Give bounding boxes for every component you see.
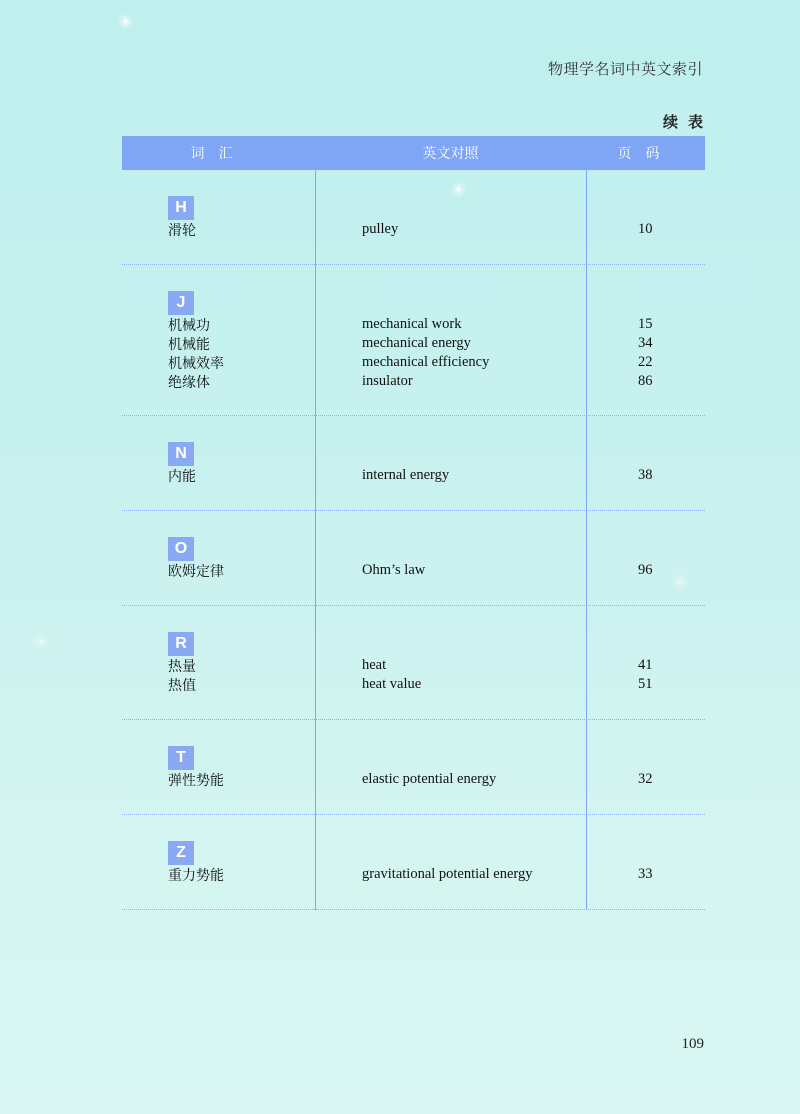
term-cell: 热量 bbox=[168, 658, 196, 675]
english-cell: internal energy bbox=[362, 467, 450, 483]
table-row bbox=[122, 561, 705, 580]
letter-group bbox=[122, 170, 705, 265]
table-body bbox=[122, 170, 705, 910]
page-cell: 22 bbox=[638, 354, 653, 370]
page-cell: 41 bbox=[638, 657, 653, 673]
english-cell: heat value bbox=[362, 676, 422, 692]
letter-badge: H bbox=[168, 196, 194, 220]
letter-group bbox=[122, 265, 705, 416]
english-cell: mechanical efficiency bbox=[362, 354, 490, 370]
english-cell: mechanical energy bbox=[362, 335, 471, 351]
term-cell: 机械效率 bbox=[168, 355, 224, 372]
table-row bbox=[122, 372, 705, 391]
page-cell: 51 bbox=[638, 676, 653, 692]
page-cell: 10 bbox=[638, 221, 653, 237]
english-cell: heat bbox=[362, 657, 387, 673]
term-cell: 重力势能 bbox=[168, 867, 224, 884]
term-cell: 机械能 bbox=[168, 336, 210, 353]
header-term: 词汇 bbox=[190, 146, 247, 162]
letter-badge: R bbox=[168, 632, 194, 656]
table-row bbox=[122, 656, 705, 675]
table-row bbox=[122, 353, 705, 372]
table-row bbox=[122, 865, 705, 884]
table-row bbox=[122, 315, 705, 334]
english-cell: mechanical work bbox=[362, 316, 462, 332]
english-cell: insulator bbox=[362, 373, 413, 389]
term-cell: 热值 bbox=[168, 677, 196, 694]
running-head: 物理学名词中英文索引 bbox=[547, 60, 703, 78]
page-cell: 96 bbox=[638, 562, 653, 578]
sparkle-decoration bbox=[124, 20, 127, 23]
letter-group bbox=[122, 416, 705, 511]
term-cell: 机械功 bbox=[168, 317, 210, 334]
letter-badge: T bbox=[168, 746, 194, 770]
letter-badge: O bbox=[168, 537, 194, 561]
english-cell: Ohm’s law bbox=[362, 562, 426, 578]
letter-badge: Z bbox=[168, 841, 194, 865]
table-row bbox=[122, 220, 705, 239]
letter-badge: N bbox=[168, 442, 194, 466]
term-cell: 滑轮 bbox=[168, 222, 196, 239]
table-row bbox=[122, 675, 705, 694]
letter-group bbox=[122, 720, 705, 815]
sparkle-decoration bbox=[40, 640, 43, 643]
english-cell: gravitational potential energy bbox=[362, 866, 533, 882]
letter-group bbox=[122, 815, 705, 910]
page-cell: 32 bbox=[638, 771, 653, 787]
term-cell: 内能 bbox=[168, 468, 196, 485]
english-cell: elastic potential energy bbox=[362, 771, 497, 787]
table-header bbox=[122, 136, 705, 170]
page-cell: 86 bbox=[638, 373, 653, 389]
index-table bbox=[122, 136, 705, 910]
term-cell: 弹性势能 bbox=[168, 772, 224, 789]
table-row bbox=[122, 466, 705, 485]
continued-label: 续表 bbox=[662, 113, 713, 131]
page-cell: 38 bbox=[638, 467, 653, 483]
letter-badge: J bbox=[168, 291, 194, 315]
term-cell: 欧姆定律 bbox=[168, 563, 224, 580]
header-english: 英文对照 bbox=[422, 146, 479, 162]
page-cell: 34 bbox=[638, 335, 653, 351]
page-number: 109 bbox=[681, 1036, 704, 1052]
header-page: 页码 bbox=[617, 146, 674, 162]
term-cell: 绝缘体 bbox=[168, 374, 210, 391]
english-cell: pulley bbox=[362, 221, 399, 237]
letter-group bbox=[122, 606, 705, 720]
page-cell: 33 bbox=[638, 866, 653, 882]
letter-group bbox=[122, 511, 705, 606]
table-row bbox=[122, 770, 705, 789]
page-cell: 15 bbox=[638, 316, 653, 332]
table-row bbox=[122, 334, 705, 353]
